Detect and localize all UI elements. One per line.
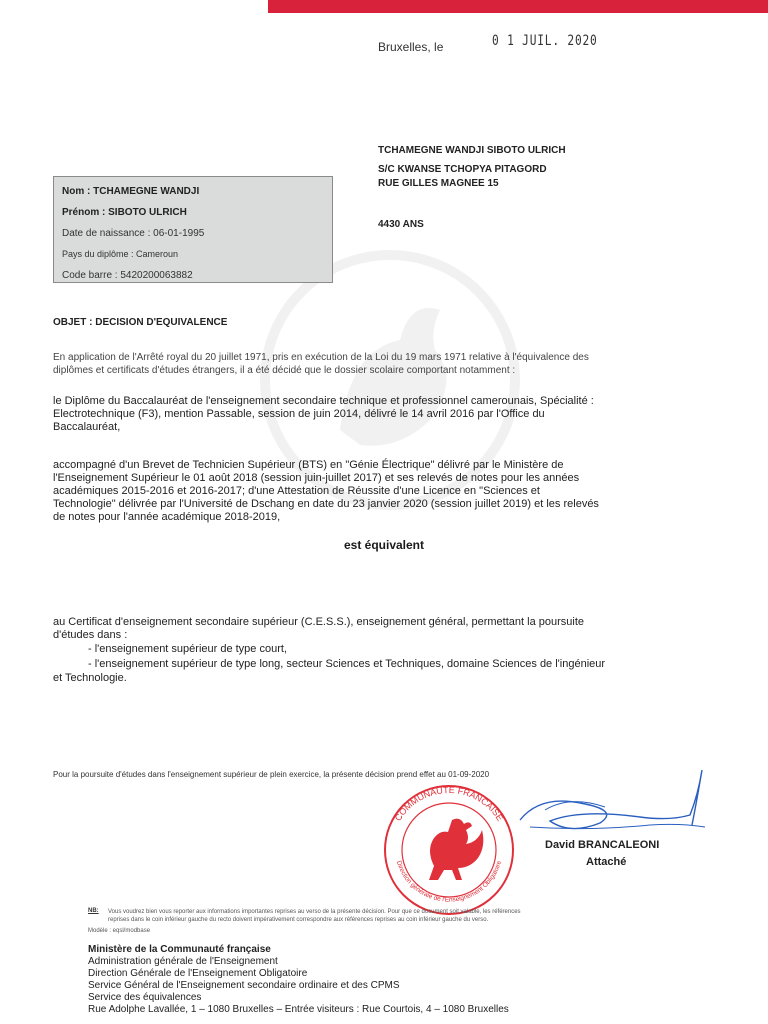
identity-nom: Nom : TCHAMEGNE WANDJI	[62, 186, 200, 197]
bts-line: Technologie" délivrée par l'Université de Dschang en date du 23 janvier 2020 (session juillet 2019) et les relevés	[53, 498, 599, 510]
handwritten-signature-icon	[510, 765, 710, 845]
subject-line: OBJET : DECISION D'EQUIVALENCE	[53, 317, 228, 328]
diploma-line: le Diplôme du Baccalauréat de l'enseignement secondaire technique et professionnel camerounais, Spécialité :	[53, 395, 594, 407]
effect-date-line: Pour la poursuite d'études dans l'enseignement supérieur de plein exercice, la présente décision prend effet au 01-09-2020	[53, 770, 490, 779]
intro-paragraph	[53, 351, 698, 377]
footer-line: Direction Générale de l'Enseignement Obligatoire	[88, 968, 308, 979]
list-item-short: - l'enseignement supérieur de type court,	[88, 643, 287, 655]
diploma-line: Baccalauréat,	[53, 421, 121, 433]
signatory-name: David BRANCALEONI	[545, 839, 660, 851]
cess-line: d'études dans :	[53, 629, 128, 641]
place-date-label: Bruxelles, le	[378, 40, 444, 54]
note-line: reprises dans le coin inférieur gauche du recto doivent impérativement correspondre aux références reprises au coin inférieur gauche du verso.	[108, 917, 489, 923]
footer-address-block	[88, 944, 509, 1016]
recipient-city: 4430 ANS	[378, 219, 424, 230]
date-stamp: 0 1 JUIL. 2020	[492, 33, 598, 49]
identity-barcode: Code barre : 5420200063882	[62, 270, 193, 281]
equivalence-text: est équivalent	[343, 538, 425, 552]
footer-line: Administration générale de l'Enseignement	[88, 956, 278, 967]
official-stamp-icon	[374, 780, 524, 915]
diploma-paragraph	[53, 395, 698, 434]
svg-text:COMMUNAUTE FRANCAISE	[393, 785, 506, 823]
equivalence-statement	[0, 538, 768, 552]
recipient-care-of: S/C KWANSE TCHOPYA PITAGORD	[378, 164, 547, 175]
intro-line: diplômes et certificats d'études étrangers, il a été décidé que le dossier scolaire comportant notamment :	[53, 365, 516, 376]
footer-line: Rue Adolphe Lavallée, 1 – 1080 Bruxelles – Entrée visiteurs : Rue Courtois, 4 – 1080 Bruxelles	[88, 1004, 509, 1015]
recipient-name: TCHAMEGNE WANDJI SIBOTO ULRICH	[378, 145, 566, 156]
cess-line: au Certificat d'enseignement secondaire supérieur (C.E.S.S.), enseignement général, permettant la poursuite	[53, 616, 585, 628]
list-item-long: - l'enseignement supérieur de type long, secteur Sciences et Techniques, domaine Sciences de l'ingénieur	[88, 658, 606, 670]
footer-ministry: Ministère de la Communauté française	[88, 944, 271, 955]
note-label: NB:	[88, 908, 99, 914]
bts-paragraph	[53, 459, 698, 524]
identity-country: Pays du diplôme : Cameroun	[62, 249, 179, 259]
identity-birthdate: Date de naissance : 06-01-1995	[62, 228, 205, 239]
top-red-band	[268, 0, 768, 13]
signatory-title: Attaché	[586, 856, 627, 868]
model-reference: Modèle : eqsl/modbase	[88, 928, 151, 934]
cess-paragraph	[53, 616, 698, 642]
identity-prenom: Prénom : SIBOTO ULRICH	[62, 207, 187, 218]
stamp-top-text: COMMUNAUTE FRANCAISE	[392, 784, 506, 823]
bts-line: accompagné d'un Brevet de Technicien Supérieur (BTS) en "Génie Électrique" délivré par le Ministère de	[53, 459, 564, 471]
footer-line: Service Général de l'Enseignement secondaire ordinaire et des CPMS	[88, 980, 400, 991]
intro-line: En application de l'Arrêté royal du 20 juillet 1971, pris en exécution de la Loi du 19 mars 1971 relative à l'équivalence des	[53, 352, 589, 363]
identity-box	[53, 176, 333, 283]
bts-line: académiques 2015-2016 et 2016-2017; d'une Attestation de Réussite d'une Licence en "Sciences et	[53, 485, 540, 497]
list-item-long-continuation: et Technologie.	[53, 672, 127, 684]
bts-line: l'Enseignement Supérieur le 01 août 2018 (session juin-juillet 2017) et ses relevés de notes pour les années	[53, 472, 580, 484]
note-line: Vous voudrez bien vous reporter aux informations importantes reprises au verso de la présente décision. Pour que ce document soit valable, les références	[108, 909, 521, 915]
bts-line: de notes pour l'année académique 2018-2019,	[53, 511, 281, 523]
diploma-line: Electrotechnique (F3), mention Passable, session de juin 2014, délivré le 14 avril 2016 par l'Office du	[53, 408, 545, 420]
recipient-street: RUE GILLES MAGNEE 15	[378, 178, 499, 189]
footer-line: Service des équivalences	[88, 992, 202, 1003]
note-text	[108, 908, 688, 924]
stamp-bottom-text: Direction générale de l'Enseignement Obligatoire	[394, 859, 504, 904]
